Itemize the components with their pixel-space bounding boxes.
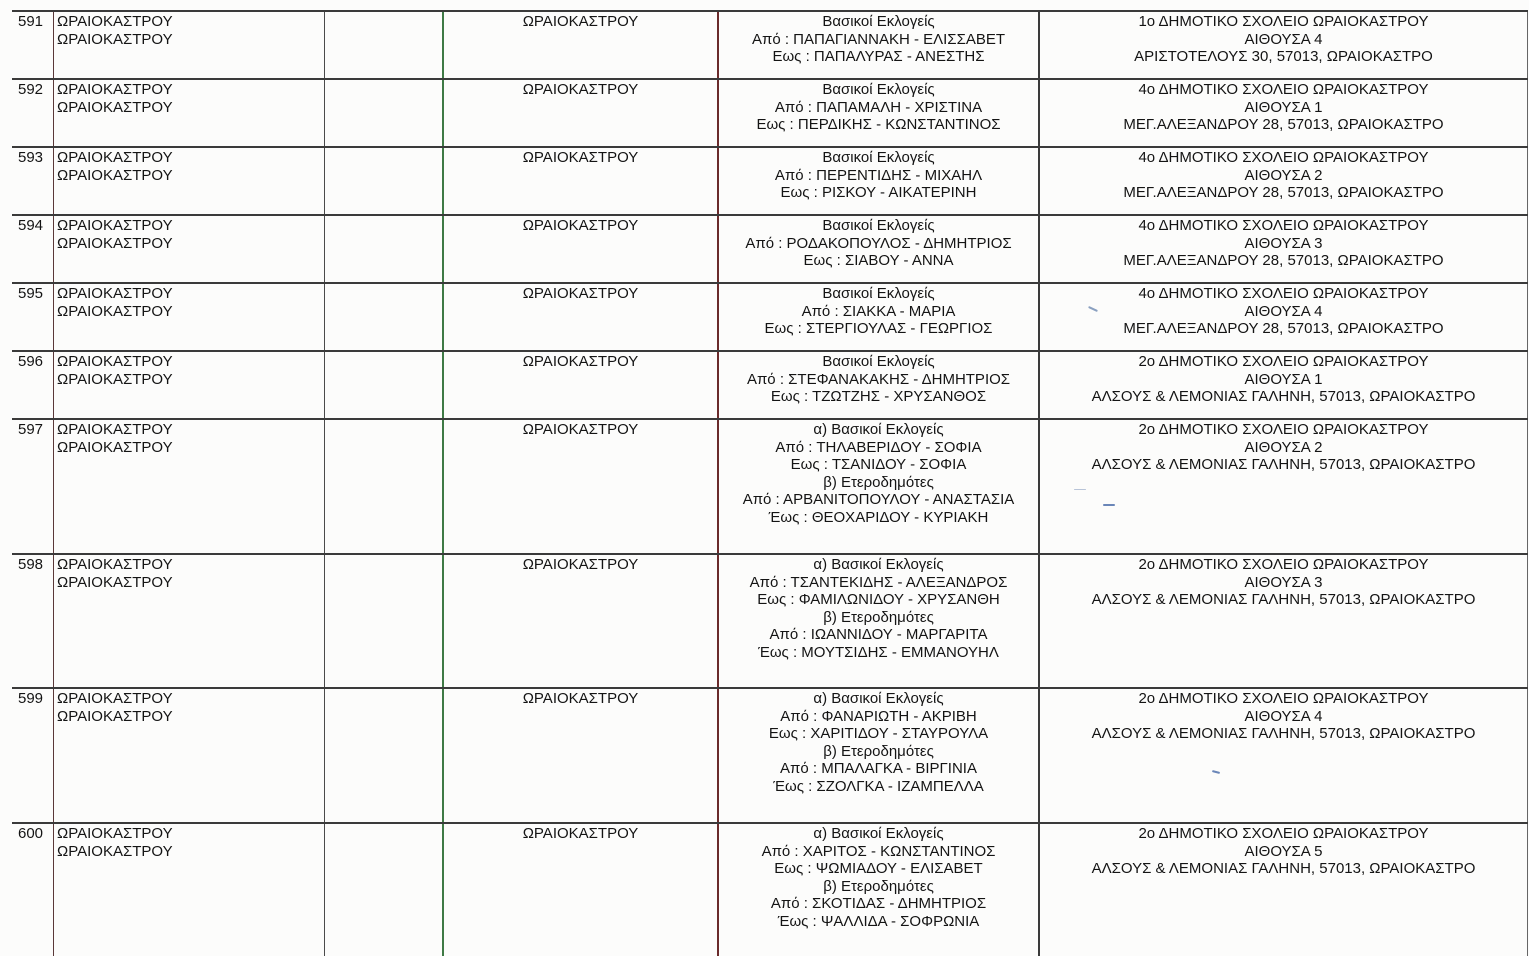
empty-cell bbox=[325, 555, 444, 687]
voters-range-cell bbox=[719, 216, 1040, 282]
polling-location-line: ΑΛΣΟΥΣ & ΛΕΜΟΝΙΑΣ ΓΑΛΗΝΗ, 57013, ΩΡΑΙΟΚΑΣΤΡΟ bbox=[1091, 591, 1476, 608]
polling-location-cell bbox=[1040, 284, 1528, 350]
voters-range-line: Εως : ΧΑΡΙΤΙΔΟΥ - ΣΤΑΥΡΟΥΛΑ bbox=[768, 725, 989, 742]
municipality-line: ΩΡΑΙΟΚΑΣΤΡΟΥ bbox=[57, 842, 173, 860]
empty-cell bbox=[325, 420, 444, 553]
table-row bbox=[12, 553, 1528, 687]
polling-location-cell bbox=[1040, 352, 1528, 418]
polling-location-line: ΑΛΣΟΥΣ & ΛΕΜΟΝΙΑΣ ΓΑΛΗΝΗ, 57013, ΩΡΑΙΟΚΑΣΤΡΟ bbox=[1091, 388, 1476, 405]
municipality-line: ΩΡΑΙΟΚΑΣΤΡΟΥ bbox=[57, 149, 173, 166]
municipality-cell bbox=[54, 284, 325, 350]
voters-range-line: Έως : ΣΖΟΛΓΚΑ - ΙΖΑΜΠΕΛΛΑ bbox=[773, 777, 984, 795]
polling-location-line: ΑΙΘΟΥΣΑ 2 bbox=[1244, 166, 1323, 184]
municipal-unit-cell: ΩΡΑΙΟΚΑΣΤΡΟΥ bbox=[444, 352, 719, 418]
polling-location-line: 2ο ΔΗΜΟΤΙΚΟ ΣΧΟΛΕΙΟ ΩΡΑΙΟΚΑΣΤΡΟΥ bbox=[1138, 421, 1429, 438]
municipality-cell bbox=[54, 352, 325, 418]
voters-range-line: Βασικοί Εκλογείς bbox=[822, 285, 935, 302]
voters-range-line: α) Βασικοί Εκλογείς bbox=[813, 556, 944, 573]
municipality-line: ΩΡΑΙΟΚΑΣΤΡΟΥ bbox=[57, 707, 173, 725]
municipality-cell bbox=[54, 148, 325, 214]
empty-cell bbox=[325, 148, 444, 214]
voters-range-line: Από : ΤΗΛΑΒΕΡΙΔΟΥ - ΣΟΦΙΑ bbox=[775, 438, 982, 456]
empty-cell bbox=[325, 352, 444, 418]
table-row bbox=[12, 214, 1528, 282]
polling-location-line: 4ο ΔΗΜΟΤΙΚΟ ΣΧΟΛΕΙΟ ΩΡΑΙΟΚΑΣΤΡΟΥ bbox=[1138, 81, 1429, 98]
empty-cell bbox=[325, 216, 444, 282]
polling-location-cell bbox=[1040, 689, 1528, 822]
polling-location-line: ΜΕΓ.ΑΛΕΞΑΝΔΡΟΥ 28, 57013, ΩΡΑΙΟΚΑΣΤΡΟ bbox=[1123, 320, 1444, 337]
table-row bbox=[12, 418, 1528, 553]
municipal-unit-cell: ΩΡΑΙΟΚΑΣΤΡΟΥ bbox=[444, 284, 719, 350]
polling-location-cell bbox=[1040, 216, 1528, 282]
voters-range-line: Από : ΑΡΒΑΝΙΤΟΠΟΥΛΟΥ - ΑΝΑΣΤΑΣΙΑ bbox=[742, 491, 1015, 508]
municipality-line: ΩΡΑΙΟΚΑΣΤΡΟΥ bbox=[57, 421, 173, 438]
table-row bbox=[12, 822, 1528, 956]
municipality-cell bbox=[54, 824, 325, 956]
municipality-line: ΩΡΑΙΟΚΑΣΤΡΟΥ bbox=[57, 573, 173, 591]
polling-location-line: ΑΙΘΟΥΣΑ 4 bbox=[1244, 707, 1323, 725]
polling-location-cell bbox=[1040, 148, 1528, 214]
polling-location-line: ΑΛΣΟΥΣ & ΛΕΜΟΝΙΑΣ ΓΑΛΗΝΗ, 57013, ΩΡΑΙΟΚΑΣΤΡΟ bbox=[1091, 725, 1476, 742]
polling-location-line: 2ο ΔΗΜΟΤΙΚΟ ΣΧΟΛΕΙΟ ΩΡΑΙΟΚΑΣΤΡΟΥ bbox=[1138, 690, 1429, 707]
voters-range-line: Βασικοί Εκλογείς bbox=[822, 217, 935, 234]
municipality-line: ΩΡΑΙΟΚΑΣΤΡΟΥ bbox=[57, 234, 173, 252]
row-number: 592 bbox=[12, 80, 54, 146]
voters-range-line: Εως : ΣΤΕΡΓΙΟΥΛΑΣ - ΓΕΩΡΓΙΟΣ bbox=[764, 320, 993, 337]
voters-range-line: β) Ετεροδημότες bbox=[823, 473, 934, 491]
scan-mark bbox=[1074, 489, 1086, 490]
voters-range-line: Από : ΣΤΕΦΑΝΑΚΑΚΗΣ - ΔΗΜΗΤΡΙΟΣ bbox=[746, 370, 1011, 388]
municipality-line: ΩΡΑΙΟΚΑΣΤΡΟΥ bbox=[57, 370, 173, 388]
voters-range-line: α) Βασικοί Εκλογείς bbox=[813, 421, 944, 438]
row-number: 596 bbox=[12, 352, 54, 418]
polling-location-line: 4ο ΔΗΜΟΤΙΚΟ ΣΧΟΛΕΙΟ ΩΡΑΙΟΚΑΣΤΡΟΥ bbox=[1138, 149, 1429, 166]
polling-location-line: ΑΙΘΟΥΣΑ 1 bbox=[1244, 98, 1323, 116]
voters-range-line: β) Ετεροδημότες bbox=[823, 608, 934, 626]
polling-location-cell bbox=[1040, 420, 1528, 553]
table-row bbox=[12, 350, 1528, 418]
polling-location-line: ΑΛΣΟΥΣ & ΛΕΜΟΝΙΑΣ ΓΑΛΗΝΗ, 57013, ΩΡΑΙΟΚΑΣΤΡΟ bbox=[1091, 860, 1476, 877]
municipality-cell bbox=[54, 12, 325, 78]
empty-cell bbox=[325, 689, 444, 822]
polling-location-line: 2ο ΔΗΜΟΤΙΚΟ ΣΧΟΛΕΙΟ ΩΡΑΙΟΚΑΣΤΡΟΥ bbox=[1138, 556, 1429, 573]
voters-range-line: Έως : ΜΟΥΤΣΙΔΗΣ - ΕΜΜΑΝΟΥΗΛ bbox=[758, 643, 999, 661]
voters-range-line: Βασικοί Εκλογείς bbox=[822, 13, 935, 30]
row-number: 598 bbox=[12, 555, 54, 687]
municipality-line: ΩΡΑΙΟΚΑΣΤΡΟΥ bbox=[57, 285, 173, 302]
voters-range-line: Από : ΤΣΑΝΤΕΚΙΔΗΣ - ΑΛΕΞΑΝΔΡΟΣ bbox=[749, 573, 1008, 591]
municipality-cell bbox=[54, 80, 325, 146]
voters-range-line: Εως : ΨΩΜΙΑΔΟΥ - ΕΛΙΣΑΒΕΤ bbox=[774, 860, 983, 877]
polling-location-line: ΑΙΘΟΥΣΑ 4 bbox=[1244, 302, 1323, 320]
table-row bbox=[12, 10, 1528, 78]
polling-location-line: ΑΙΘΟΥΣΑ 5 bbox=[1244, 842, 1323, 860]
voters-range-line: β) Ετεροδημότες bbox=[823, 742, 934, 760]
polling-stations-table bbox=[12, 10, 1528, 956]
table-row bbox=[12, 687, 1528, 822]
polling-location-line: ΑΙΘΟΥΣΑ 2 bbox=[1244, 438, 1323, 456]
polling-location-line: 2ο ΔΗΜΟΤΙΚΟ ΣΧΟΛΕΙΟ ΩΡΑΙΟΚΑΣΤΡΟΥ bbox=[1138, 825, 1429, 842]
polling-location-cell bbox=[1040, 80, 1528, 146]
voters-range-cell bbox=[719, 689, 1040, 822]
voters-range-line: Βασικοί Εκλογείς bbox=[822, 149, 935, 166]
municipality-line: ΩΡΑΙΟΚΑΣΤΡΟΥ bbox=[57, 556, 173, 573]
polling-location-line: ΑΡΙΣΤΟΤΕΛΟΥΣ 30, 57013, ΩΡΑΙΟΚΑΣΤΡΟ bbox=[1134, 48, 1433, 65]
polling-location-line: ΑΛΣΟΥΣ & ΛΕΜΟΝΙΑΣ ΓΑΛΗΝΗ, 57013, ΩΡΑΙΟΚΑΣΤΡΟ bbox=[1091, 456, 1476, 473]
voters-range-cell bbox=[719, 80, 1040, 146]
row-number: 600 bbox=[12, 824, 54, 956]
voters-range-cell bbox=[719, 12, 1040, 78]
voters-range-line: Από : ΧΑΡΙΤΟΣ - ΚΩΝΣΤΑΝΤΙΝΟΣ bbox=[761, 842, 996, 860]
voters-range-line: Έως : ΘΕΟΧΑΡΙΔΟΥ - ΚΥΡΙΑΚΗ bbox=[768, 508, 989, 526]
voters-range-line: Εως : ΤΖΩΤΖΗΣ - ΧΡΥΣΑΝΘΟΣ bbox=[770, 388, 987, 405]
municipal-unit-cell: ΩΡΑΙΟΚΑΣΤΡΟΥ bbox=[444, 148, 719, 214]
municipality-line: ΩΡΑΙΟΚΑΣΤΡΟΥ bbox=[57, 217, 173, 234]
voters-range-cell bbox=[719, 824, 1040, 956]
row-number: 599 bbox=[12, 689, 54, 822]
row-number: 591 bbox=[12, 12, 54, 78]
municipality-line: ΩΡΑΙΟΚΑΣΤΡΟΥ bbox=[57, 166, 173, 184]
voters-range-line: Από : ΙΩΑΝΝΙΔΟΥ - ΜΑΡΓΑΡΙΤΑ bbox=[769, 626, 988, 643]
voters-range-line: Από : ΣΙΑΚΚΑ - ΜΑΡΙΑ bbox=[801, 302, 956, 320]
municipal-unit-cell: ΩΡΑΙΟΚΑΣΤΡΟΥ bbox=[444, 555, 719, 687]
voters-range-line: α) Βασικοί Εκλογείς bbox=[813, 690, 944, 707]
voters-range-cell bbox=[719, 420, 1040, 553]
municipality-line: ΩΡΑΙΟΚΑΣΤΡΟΥ bbox=[57, 690, 173, 707]
table-row bbox=[12, 78, 1528, 146]
municipality-line: ΩΡΑΙΟΚΑΣΤΡΟΥ bbox=[57, 438, 173, 456]
table-row bbox=[12, 146, 1528, 214]
polling-location-line: ΑΙΘΟΥΣΑ 3 bbox=[1244, 234, 1323, 252]
voters-range-line: Από : ΠΑΠΑΜΑΛΗ - ΧΡΙΣΤΙΝΑ bbox=[774, 98, 983, 116]
polling-location-cell bbox=[1040, 12, 1528, 78]
municipality-line: ΩΡΑΙΟΚΑΣΤΡΟΥ bbox=[57, 353, 173, 370]
polling-location-line: ΜΕΓ.ΑΛΕΞΑΝΔΡΟΥ 28, 57013, ΩΡΑΙΟΚΑΣΤΡΟ bbox=[1123, 116, 1444, 133]
municipal-unit-cell: ΩΡΑΙΟΚΑΣΤΡΟΥ bbox=[444, 824, 719, 956]
voters-range-line: Εως : ΦΑΜΙΛΩΝΙΔΟΥ - ΧΡΥΣΑΝΘΗ bbox=[757, 591, 1000, 608]
empty-cell bbox=[325, 824, 444, 956]
municipal-unit-cell: ΩΡΑΙΟΚΑΣΤΡΟΥ bbox=[444, 216, 719, 282]
municipality-line: ΩΡΑΙΟΚΑΣΤΡΟΥ bbox=[57, 302, 173, 320]
voters-range-line: Εως : ΡΙΣΚΟΥ - ΑΙΚΑΤΕΡΙΝΗ bbox=[780, 184, 977, 201]
municipal-unit-cell: ΩΡΑΙΟΚΑΣΤΡΟΥ bbox=[444, 420, 719, 553]
row-number: 595 bbox=[12, 284, 54, 350]
voters-range-line: Από : ΜΠΑΛΑΓΚΑ - ΒΙΡΓΙΝΙΑ bbox=[780, 760, 977, 777]
empty-cell bbox=[325, 80, 444, 146]
polling-location-line: 4ο ΔΗΜΟΤΙΚΟ ΣΧΟΛΕΙΟ ΩΡΑΙΟΚΑΣΤΡΟΥ bbox=[1138, 217, 1429, 234]
municipality-line: ΩΡΑΙΟΚΑΣΤΡΟΥ bbox=[57, 825, 173, 842]
voters-range-line: Από : ΡΟΔΑΚΟΠΟΥΛΟΣ - ΔΗΜΗΤΡΙΟΣ bbox=[745, 234, 1012, 252]
voters-range-cell bbox=[719, 555, 1040, 687]
voters-range-line: Εως : ΣΙΑΒΟΥ - ΑΝΝΑ bbox=[803, 252, 954, 269]
polling-location-line: 1ο ΔΗΜΟΤΙΚΟ ΣΧΟΛΕΙΟ ΩΡΑΙΟΚΑΣΤΡΟΥ bbox=[1138, 13, 1429, 30]
polling-location-line: 4ο ΔΗΜΟΤΙΚΟ ΣΧΟΛΕΙΟ ΩΡΑΙΟΚΑΣΤΡΟΥ bbox=[1138, 285, 1429, 302]
voters-range-line: β) Ετεροδημότες bbox=[823, 877, 934, 895]
polling-location-line: 2ο ΔΗΜΟΤΙΚΟ ΣΧΟΛΕΙΟ ΩΡΑΙΟΚΑΣΤΡΟΥ bbox=[1138, 353, 1429, 370]
polling-location-cell bbox=[1040, 555, 1528, 687]
municipality-line: ΩΡΑΙΟΚΑΣΤΡΟΥ bbox=[57, 81, 173, 98]
voters-range-line: Βασικοί Εκλογείς bbox=[822, 81, 935, 98]
voters-range-cell bbox=[719, 352, 1040, 418]
polling-location-line: ΑΙΘΟΥΣΑ 1 bbox=[1244, 370, 1323, 388]
voters-range-line: Από : ΠΑΠΑΓΙΑΝΝΑΚΗ - ΕΛΙΣΣΑΒΕΤ bbox=[751, 30, 1006, 48]
scan-mark bbox=[1103, 504, 1115, 506]
row-number: 593 bbox=[12, 148, 54, 214]
empty-cell bbox=[325, 12, 444, 78]
voters-range-line: α) Βασικοί Εκλογείς bbox=[813, 825, 944, 842]
table-row bbox=[12, 282, 1528, 350]
municipality-cell bbox=[54, 420, 325, 553]
polling-location-line: ΑΙΘΟΥΣΑ 4 bbox=[1244, 30, 1323, 48]
voters-range-line: Από : ΣΚΟΤΙΔΑΣ - ΔΗΜΗΤΡΙΟΣ bbox=[770, 895, 987, 912]
row-number: 597 bbox=[12, 420, 54, 553]
row-number: 594 bbox=[12, 216, 54, 282]
municipal-unit-cell: ΩΡΑΙΟΚΑΣΤΡΟΥ bbox=[444, 80, 719, 146]
voters-range-cell bbox=[719, 284, 1040, 350]
voters-range-line: Βασικοί Εκλογείς bbox=[822, 353, 935, 370]
municipal-unit-cell: ΩΡΑΙΟΚΑΣΤΡΟΥ bbox=[444, 689, 719, 822]
polling-location-line: ΜΕΓ.ΑΛΕΞΑΝΔΡΟΥ 28, 57013, ΩΡΑΙΟΚΑΣΤΡΟ bbox=[1123, 184, 1444, 201]
municipality-cell bbox=[54, 216, 325, 282]
polling-location-line: ΑΙΘΟΥΣΑ 3 bbox=[1244, 573, 1323, 591]
municipality-line: ΩΡΑΙΟΚΑΣΤΡΟΥ bbox=[57, 13, 173, 30]
municipality-cell bbox=[54, 555, 325, 687]
voters-range-line: Εως : ΠΕΡΔΙΚΗΣ - ΚΩΝΣΤΑΝΤΙΝΟΣ bbox=[756, 116, 1001, 133]
municipality-line: ΩΡΑΙΟΚΑΣΤΡΟΥ bbox=[57, 98, 173, 116]
polling-location-cell bbox=[1040, 824, 1528, 956]
voters-range-line: Εως : ΠΑΠΑΛΥΡΑΣ - ΑΝΕΣΤΗΣ bbox=[772, 48, 985, 65]
municipality-cell bbox=[54, 689, 325, 822]
voters-range-line: Από : ΠΕΡΕΝΤΙΔΗΣ - ΜΙΧΑΗΛ bbox=[774, 166, 983, 184]
voters-range-line: Εως : ΤΣΑΝΙΔΟΥ - ΣΟΦΙΑ bbox=[790, 456, 967, 473]
municipality-line: ΩΡΑΙΟΚΑΣΤΡΟΥ bbox=[57, 30, 173, 48]
voters-range-cell bbox=[719, 148, 1040, 214]
municipal-unit-cell: ΩΡΑΙΟΚΑΣΤΡΟΥ bbox=[444, 12, 719, 78]
empty-cell bbox=[325, 284, 444, 350]
voters-range-line: Έως : ΨΑΛΛΙΔΑ - ΣΟΦΡΩΝΙΑ bbox=[777, 912, 980, 930]
polling-location-line: ΜΕΓ.ΑΛΕΞΑΝΔΡΟΥ 28, 57013, ΩΡΑΙΟΚΑΣΤΡΟ bbox=[1123, 252, 1444, 269]
voters-range-line: Από : ΦΑΝΑΡΙΩΤΗ - ΑΚΡΙΒΗ bbox=[780, 707, 977, 725]
